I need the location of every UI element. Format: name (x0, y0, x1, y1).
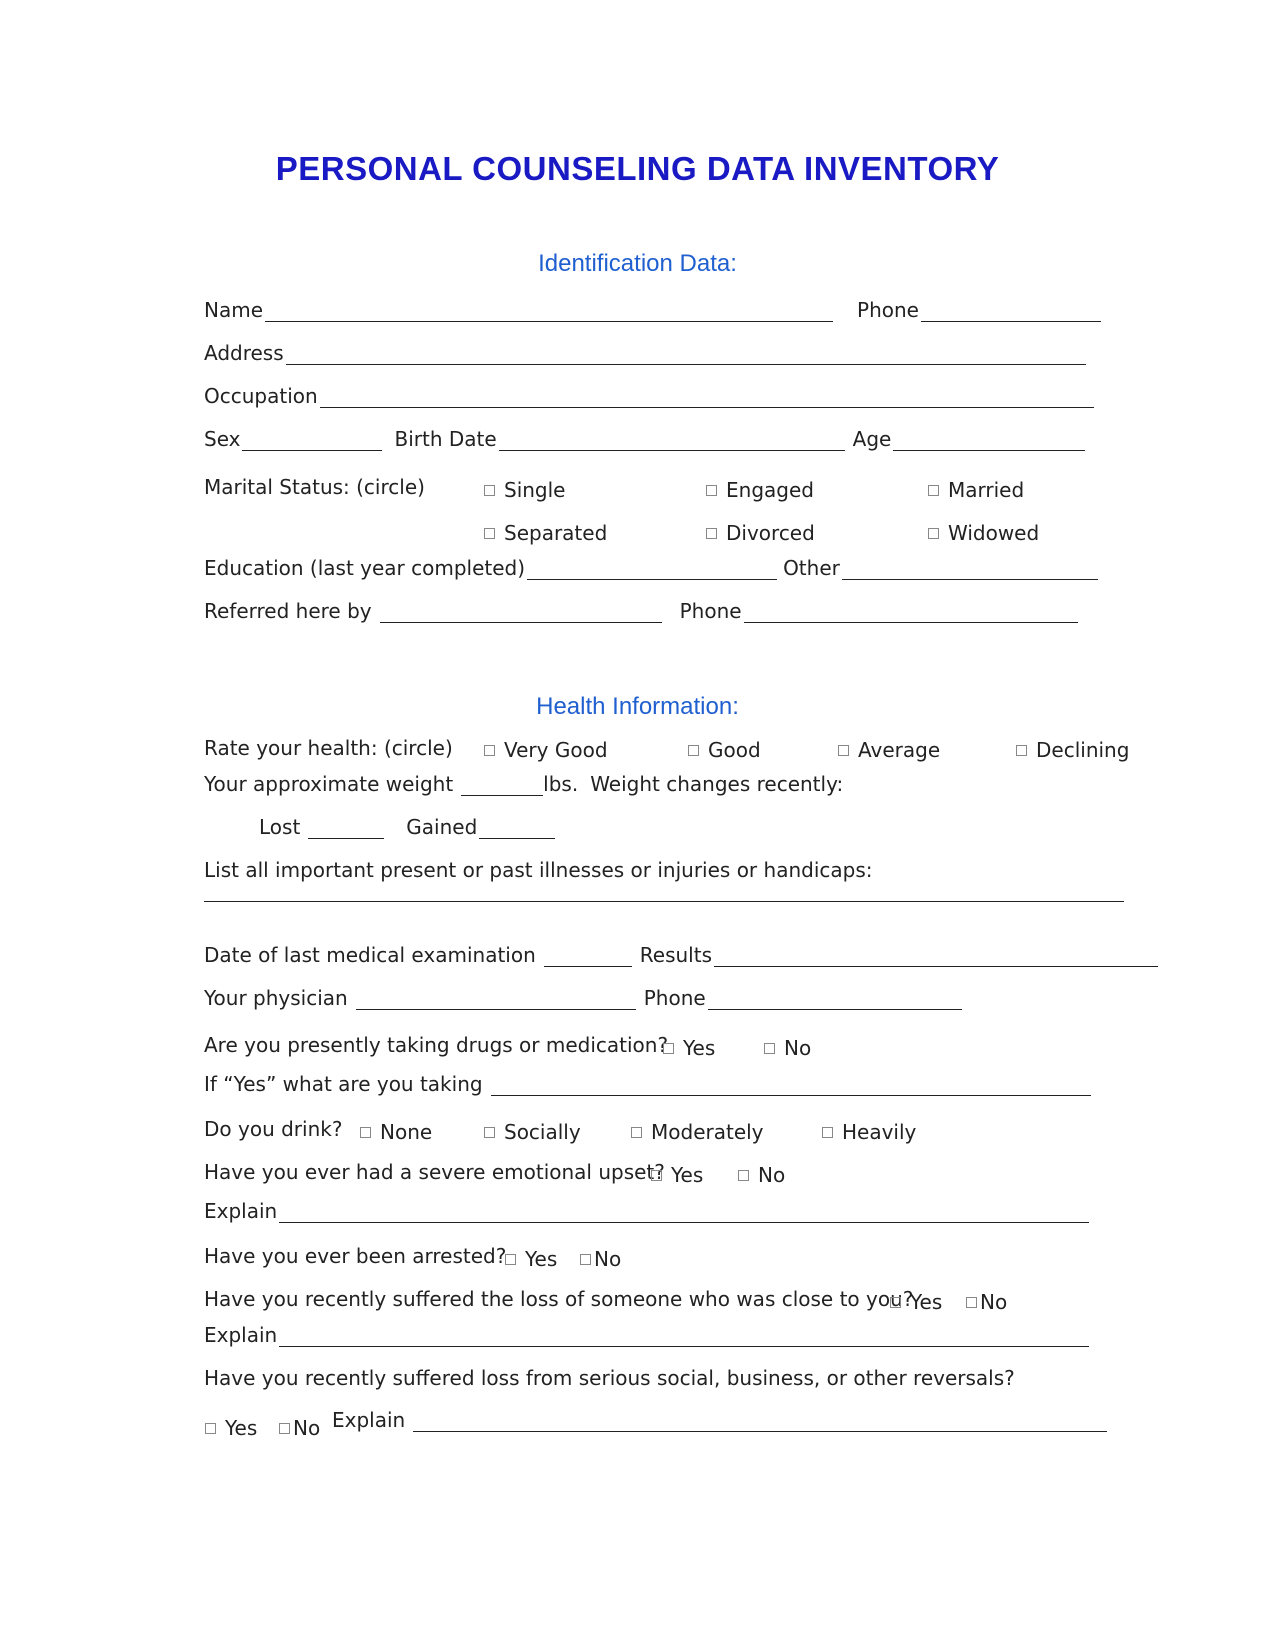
physician-label: Your physician (204, 986, 348, 1010)
exam-label: Date of last medical examination (204, 943, 536, 967)
upset-question: Have you ever had a severe emotional upset? (204, 1160, 665, 1184)
referred-field[interactable] (380, 600, 662, 623)
drugs-yes[interactable]: Yes (663, 1036, 715, 1060)
option-divorced[interactable]: Divorced (706, 521, 815, 545)
physician-phone-field[interactable] (708, 987, 962, 1010)
loss-question: Have you recently suffered the loss of someone who was close to you? (204, 1287, 914, 1311)
checkbox[interactable] (631, 1127, 642, 1138)
drugs-question: Are you presently taking drugs or medication? (204, 1033, 669, 1057)
marital-status-label: Marital Status: (circle) (204, 475, 425, 499)
checkbox[interactable] (205, 1423, 216, 1434)
exam-row (204, 935, 1158, 967)
referred-phone-label: Phone (679, 599, 742, 623)
physician-phone-label: Phone (643, 986, 706, 1010)
occupation-label: Occupation (204, 384, 318, 408)
illness-row (204, 850, 872, 882)
reversal-explain-label: Explain (332, 1408, 406, 1432)
weight-changes-label: Weight changes recently: (590, 772, 844, 796)
checkbox[interactable] (651, 1170, 662, 1181)
checkbox[interactable] (484, 1127, 495, 1138)
sex-field[interactable] (242, 428, 382, 451)
checkbox[interactable] (580, 1254, 591, 1265)
option-married[interactable]: Married (928, 478, 1024, 502)
checkbox[interactable] (663, 1043, 674, 1054)
checkbox[interactable] (688, 745, 699, 756)
reversal-no[interactable]: No (279, 1416, 320, 1440)
option-engaged[interactable]: Engaged (706, 478, 814, 502)
option-very-good[interactable]: Very Good (484, 738, 608, 762)
option-widowed[interactable]: Widowed (928, 521, 1039, 545)
if-yes-field[interactable] (491, 1073, 1091, 1096)
referred-phone-field[interactable] (744, 600, 1078, 623)
address-label: Address (204, 341, 284, 365)
checkbox[interactable] (966, 1297, 977, 1308)
explain-field[interactable] (279, 1200, 1089, 1223)
drugs-no[interactable]: No (764, 1036, 811, 1060)
name-field[interactable] (265, 299, 833, 322)
explain2-label: Explain (204, 1323, 278, 1347)
referred-label: Referred here by (204, 599, 372, 623)
arrested-question: Have you ever been arrested? (204, 1244, 507, 1268)
illness-field[interactable] (204, 901, 1124, 902)
weight-row (204, 764, 843, 796)
reversal-question: Have you recently suffered loss from serious social, business, or other reversals? (204, 1366, 1015, 1390)
checkbox[interactable] (764, 1043, 775, 1054)
occupation-field[interactable] (320, 385, 1094, 408)
loss-yes[interactable]: Yes (890, 1290, 942, 1314)
education-field[interactable] (527, 557, 777, 580)
occupation-row (204, 376, 1094, 408)
phone-label: Phone (857, 298, 919, 322)
checkbox[interactable] (838, 745, 849, 756)
checkbox[interactable] (484, 528, 495, 539)
checkbox[interactable] (484, 485, 495, 496)
illness-label: List all important present or past illnesses or injuries or handicaps: (204, 858, 873, 882)
lost-gained-row (259, 807, 555, 839)
checkbox[interactable] (1016, 745, 1027, 756)
education-label: Education (last year completed) (204, 556, 526, 580)
gained-field[interactable] (479, 816, 555, 839)
checkbox[interactable] (706, 485, 717, 496)
option-declining[interactable]: Declining (1016, 738, 1129, 762)
age-label: Age (852, 427, 892, 451)
name-row (204, 290, 1101, 322)
explain2-field[interactable] (279, 1324, 1089, 1347)
upset-no[interactable]: No (738, 1163, 785, 1187)
arrested-no[interactable]: No (580, 1247, 621, 1271)
checkbox[interactable] (279, 1423, 290, 1434)
exam-date-field[interactable] (544, 944, 632, 967)
gained-label: Gained (406, 815, 478, 839)
checkbox[interactable] (738, 1170, 749, 1181)
identification-heading: Identification Data: (538, 250, 737, 277)
lost-label: Lost (259, 815, 301, 839)
checkbox[interactable] (890, 1297, 901, 1308)
results-field[interactable] (714, 944, 1158, 967)
checkbox[interactable] (928, 485, 939, 496)
loss-no[interactable]: No (966, 1290, 1007, 1314)
explain-row (204, 1191, 1089, 1223)
phone-field[interactable] (921, 299, 1101, 322)
birth-date-field[interactable] (499, 428, 845, 451)
checkbox[interactable] (822, 1127, 833, 1138)
weight-label: Your approximate weight (204, 772, 454, 796)
health-heading: Health Information: (536, 693, 739, 720)
education-row (204, 548, 1098, 580)
address-row (204, 333, 1086, 365)
form-title: PERSONAL COUNSELING DATA INVENTORY (275, 150, 1000, 187)
weight-field[interactable] (461, 773, 543, 796)
name-label: Name (204, 298, 264, 322)
checkbox[interactable] (360, 1127, 371, 1138)
drink-question: Do you drink? (204, 1117, 343, 1141)
reversal-yes[interactable]: Yes (205, 1416, 257, 1440)
option-single[interactable]: Single (484, 478, 565, 502)
drink-heavily[interactable]: Heavily (822, 1120, 916, 1144)
rate-health-label: Rate your health: (circle) (204, 736, 453, 760)
other-field[interactable] (842, 557, 1098, 580)
checkbox[interactable] (928, 528, 939, 539)
explain-label: Explain (204, 1199, 278, 1223)
drink-none[interactable]: None (360, 1120, 432, 1144)
reversal-explain-field[interactable] (413, 1409, 1107, 1432)
physician-field[interactable] (356, 987, 636, 1010)
option-average[interactable]: Average (838, 738, 940, 762)
results-label: Results (639, 943, 712, 967)
address-field[interactable] (286, 342, 1086, 365)
physician-row (204, 978, 962, 1010)
weight-unit: lbs. (543, 772, 579, 796)
other-label: Other (783, 556, 840, 580)
birth-date-label: Birth Date (394, 427, 497, 451)
if-yes-label: If “Yes” what are you taking (204, 1072, 483, 1096)
checkbox[interactable] (505, 1254, 516, 1265)
drink-socially[interactable]: Socially (484, 1120, 581, 1144)
explain2-row (204, 1315, 1089, 1347)
age-field[interactable] (893, 428, 1085, 451)
lost-field[interactable] (308, 816, 384, 839)
option-good[interactable]: Good (688, 738, 761, 762)
upset-yes[interactable]: Yes (651, 1163, 703, 1187)
arrested-yes[interactable]: Yes (505, 1247, 557, 1271)
checkbox[interactable] (484, 745, 495, 756)
reversal-explain-row (332, 1400, 1107, 1432)
referred-row (204, 591, 1078, 623)
sex-label: Sex (204, 427, 241, 451)
if-yes-row (204, 1064, 1091, 1096)
sex-row (204, 419, 1085, 451)
option-separated[interactable]: Separated (484, 521, 607, 545)
checkbox[interactable] (706, 528, 717, 539)
drink-moderately[interactable]: Moderately (631, 1120, 764, 1144)
reversal-row (204, 1358, 1015, 1390)
